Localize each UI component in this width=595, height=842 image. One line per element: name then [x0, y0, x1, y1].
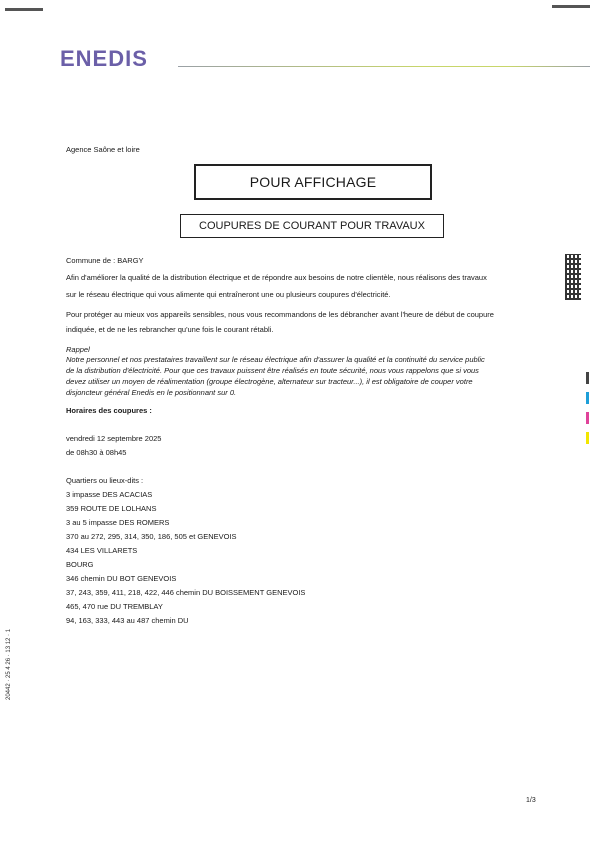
color-mark-cyan	[586, 392, 589, 404]
quartier-item: 37, 243, 359, 411, 218, 422, 446 chemin DU BOISSEMENT GENEVOIS	[66, 588, 306, 597]
page-number: 1/3	[526, 797, 536, 804]
subtitle-text: COUPURES DE COURANT POUR TRAVAUX	[199, 220, 425, 232]
commune-line: Commune de : BARGY	[66, 256, 144, 265]
title-box	[194, 164, 432, 200]
subtitle-box	[180, 214, 444, 238]
color-mark-magenta	[586, 412, 589, 424]
quartier-item: 94, 163, 333, 443 au 487 chemin DU	[66, 616, 189, 625]
quartier-item: 3 impasse DES ACACIAS	[66, 490, 153, 499]
rappel-line-2: de la distribution d'électricité. Pour que ces travaux puissent être réalisés en toute sécurité, nous vous rappelons que si vous	[66, 366, 479, 375]
advice-line-2: indiquée, et de ne les rebrancher qu'une fois le courant rétabli.	[66, 325, 274, 334]
intro-line-1: Afin d'améliorer la qualité de la distribution électrique et de répondre aux besoins de notre clientèle, nous réalisons des travaux	[66, 273, 487, 282]
schedule-date: vendredi 12 septembre 2025	[66, 434, 162, 443]
scan-mark-right	[552, 5, 590, 8]
color-mark-yellow	[586, 432, 589, 444]
rappel-line-3: devez utiliser un moyen de réalimentation (groupe électrogène, alternateur sur tracteur...), il est obligatoire de couper votre	[66, 377, 473, 386]
datamatrix-code	[565, 254, 581, 300]
color-mark-black	[586, 372, 589, 384]
side-code: 20442 · 25 4 26 · 13 12 · 1	[6, 628, 12, 700]
quartier-item: 465, 470 rue DU TREMBLAY	[66, 602, 163, 611]
logo-rule	[178, 66, 590, 67]
quartier-item: 359 ROUTE DE LOLHANS	[66, 504, 157, 513]
rappel-line-1: Notre personnel et nos prestataires travaillent sur le réseau électrique afin d'assurer la qualité et la continuité du service public	[66, 355, 485, 364]
quartier-item: 3 au 5 impasse DES ROMERS	[66, 518, 170, 527]
horaires-heading: Horaires des coupures :	[66, 406, 152, 415]
rappel-line-4: disjoncteur général Enedis en le positionnant sur 0.	[66, 388, 237, 397]
quartier-item: 346 chemin DU BOT GENEVOIS	[66, 574, 177, 583]
rappel-heading: Rappel	[66, 345, 90, 354]
schedule-time: de 08h30 à 08h45	[66, 448, 127, 457]
agence-label: Agence Saône et loire	[66, 145, 140, 154]
enedis-logo: ENEDIS	[60, 46, 148, 71]
quartiers-heading: Quartiers ou lieux-dits :	[66, 476, 144, 485]
title-text: POUR AFFICHAGE	[249, 174, 377, 190]
advice-line-1: Pour protéger au mieux vos appareils sensibles, nous vous recommandons de les débrancher avant l'heure de début de coupure	[66, 310, 494, 319]
scan-mark-left	[5, 8, 43, 11]
quartier-item: BOURG	[66, 560, 94, 569]
intro-line-2: sur le réseau électrique qui vous alimente qui entraîneront une ou plusieurs coupures d'électricité.	[66, 290, 391, 299]
quartier-item: 434 LES VILLARETS	[66, 546, 138, 555]
quartier-item: 370 au 272, 295, 314, 350, 186, 505 et GENEVOIS	[66, 532, 237, 541]
